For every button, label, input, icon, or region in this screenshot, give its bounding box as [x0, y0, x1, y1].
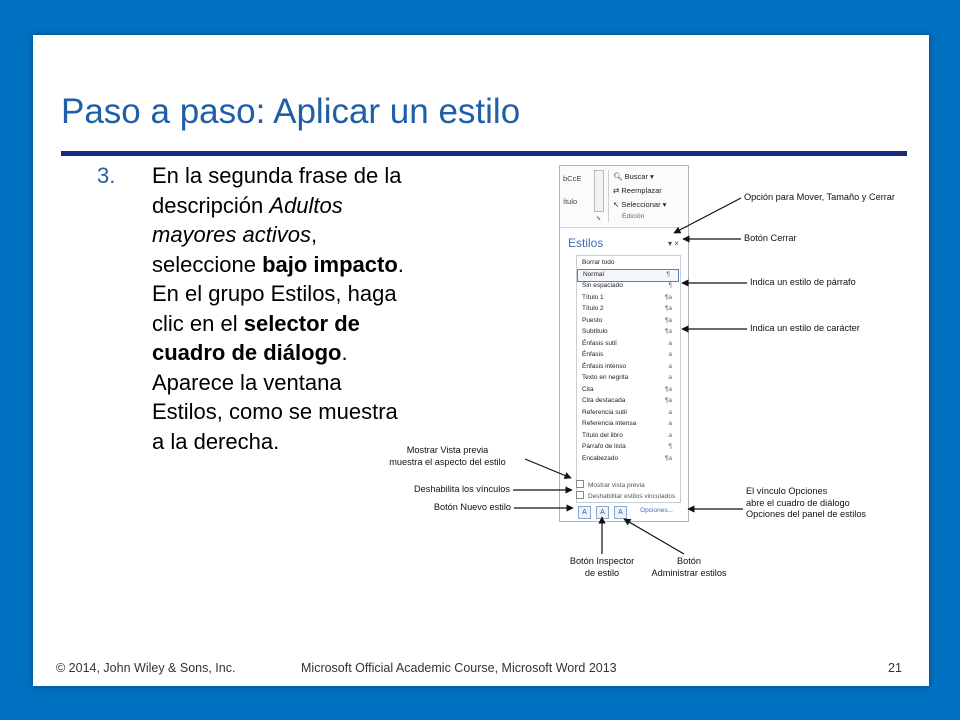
show-preview-checkbox[interactable]: Mostrar vista previa	[576, 480, 645, 489]
arrow-manage-styles	[624, 519, 684, 554]
footer-page-number: 21	[888, 661, 902, 675]
arrow-move-size-close	[674, 198, 741, 233]
style-item[interactable]: Énfasis a	[582, 351, 672, 358]
callout-manage-styles: Botón Administrar estilos	[651, 556, 727, 578]
style-inspector-button[interactable]: A	[596, 506, 609, 519]
callout-character-style: Indica un estilo de carácter	[750, 323, 860, 333]
callout-arrows	[33, 35, 929, 686]
callout-paragraph-style: Indica un estilo de párrafo	[750, 277, 856, 287]
style-item[interactable]: Subtítulo ¶a	[582, 328, 672, 335]
select-button[interactable]: ↖ Seleccionar ▾	[613, 200, 667, 209]
replace-icon: ⇄	[613, 186, 622, 195]
options-link[interactable]: Opciones...	[640, 507, 673, 514]
style-item[interactable]: Título 1 ¶a	[582, 293, 672, 301]
step-part: . En el grupo Estilos, haga clic en el	[152, 251, 404, 336]
step-part-italic: Adultos mayores activos	[152, 192, 343, 247]
style-item[interactable]: Puesto ¶a	[582, 316, 672, 324]
new-style-button[interactable]: A	[578, 506, 591, 519]
style-item[interactable]: Título del libro a	[582, 431, 672, 439]
step-part: , seleccione	[152, 222, 318, 277]
style-item[interactable]: Párrafo de lista ¶	[582, 443, 672, 450]
callout-show-preview: Mostrar Vista previa muestra el aspecto del estilo	[389, 445, 506, 467]
style-item[interactable]: Texto en negrita a	[582, 374, 672, 381]
dialog-launcher-icon[interactable]: ⬊	[596, 216, 602, 222]
style-item[interactable]: Sin espaciado ¶	[582, 282, 672, 289]
step-number: 3.	[97, 163, 116, 188]
style-item[interactable]: Título 2 ¶a	[582, 305, 672, 312]
footer-course: Microsoft Official Academic Course, Microsoft Word 2013	[301, 661, 617, 675]
slide	[33, 35, 929, 686]
cursor-icon: ↖	[613, 200, 622, 209]
replace-button[interactable]: ⇄ Reemplazar	[613, 186, 662, 195]
callout-new-style: Botón Nuevo estilo	[433, 502, 511, 512]
style-item[interactable]: Borrar todo	[582, 259, 615, 266]
style-item[interactable]: Cita ¶a	[582, 385, 672, 393]
find-button[interactable]: 🔍︎ Buscar ▾	[613, 172, 654, 181]
style-item[interactable]: Énfasis intenso a	[582, 362, 672, 370]
styles-pane-title: Estilos	[568, 236, 604, 250]
footer-copyright: © 2014, John Wiley & Sons, Inc.	[56, 661, 236, 675]
callout-close-button: Botón Cerrar	[744, 233, 797, 243]
step-part-bold: bajo impacto	[262, 251, 398, 277]
style-item[interactable]: Referencia intensa a	[582, 420, 672, 427]
callout-inspector: Botón Inspector de estilo	[569, 556, 635, 578]
ribbon-style-fragment: ítulo	[563, 197, 578, 206]
step-part-bold: selector de cuadro de diálogo	[152, 310, 360, 365]
style-item[interactable]: Énfasis sutil a	[582, 339, 672, 347]
step-part: . Aparece la ventana Estilos, como se muestra a la derecha.	[152, 340, 398, 454]
step-part: En la segunda frase de la descripción	[152, 163, 402, 218]
callout-options: El vínculo Opciones abre el cuadro de diálogo Opciones del panel de estilos	[746, 486, 867, 519]
style-item-selected[interactable]: Normal ¶	[578, 270, 678, 282]
slide-title: Paso a paso: Aplicar un estilo	[61, 92, 521, 131]
pane-controls[interactable]: ▾ ×	[668, 239, 679, 248]
find-icon: 🔍︎	[613, 172, 625, 181]
style-item[interactable]: Encabezado ¶a	[582, 454, 672, 462]
style-item[interactable]: Cita destacada ¶a	[582, 397, 672, 404]
disable-linked-checkbox[interactable]: Deshabilitar estilos vinculados	[576, 491, 675, 500]
style-item[interactable]: Referencia sutil a	[582, 408, 672, 416]
callout-disable-links: Deshabilita los vínculos	[413, 484, 510, 494]
callout-move-size-close: Opción para Mover, Tamaño y Cerrar	[744, 192, 895, 202]
manage-styles-button[interactable]: A	[614, 506, 627, 519]
ribbon-style-fragment: bCcE	[563, 174, 582, 183]
arrow-show-preview	[525, 459, 571, 478]
ribbon-group-label: Edición	[622, 213, 645, 220]
